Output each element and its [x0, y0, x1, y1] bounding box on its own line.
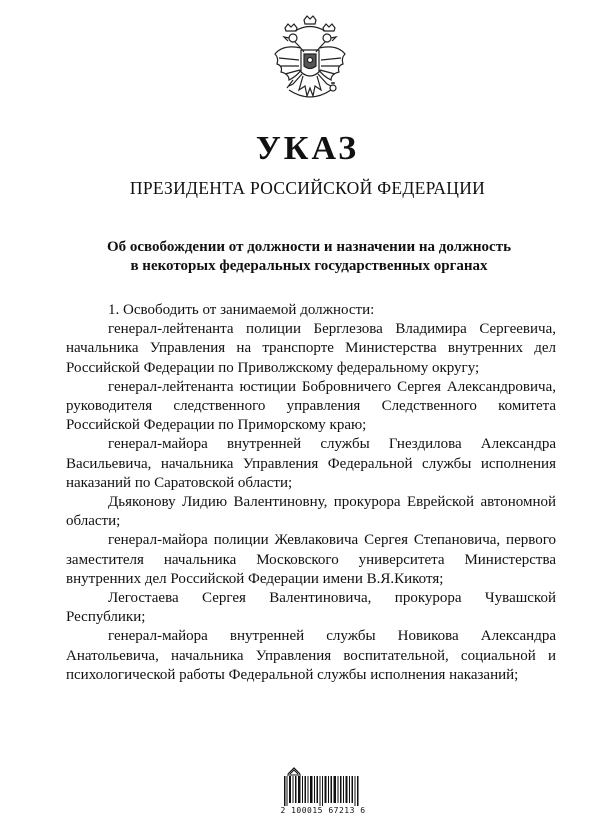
- decree-heading-line-1: Об освобождении от должности и назначении на должность: [106, 239, 512, 255]
- paragraph-novikov: генерал-майора внутренней службы Новикова Александра Анатольевича, начальника Управления воспитательной, социальной и психологической работы Федеральной службы исполнения наказаний;: [66, 628, 556, 683]
- paragraph-berglezov: генерал-лейтенанта полиции Берглезова Владимира Сергеевича, начальника Управления на транспорте Министерства внутренних дел Российской Федерации по Приволжскому федеральному округу;: [66, 321, 556, 376]
- decree-heading: [90, 238, 528, 276]
- paragraph-zhevlakovich: генерал-майора полиции Жевлаковича Сергея Степановича, первого заместителя начальника Московского университета Министерства внутренних дел Российской Федерации имени В.Я.Кикотя;: [66, 532, 556, 587]
- paragraph-item-1: 1. Освободить от занимаемой должности:: [108, 302, 375, 318]
- barcode-number: 2 100015 67213 6: [280, 806, 366, 815]
- document-title: УКАЗ: [255, 130, 360, 167]
- paragraph-gnezdilov: генерал-майора внутренней службы Гнездилова Александра Васильевича, начальника Управления Федеральной службы исполнения наказаний по Саратовской области;: [66, 436, 556, 491]
- barcode-icon: [282, 776, 362, 806]
- decree-heading-line-2: в некоторых федеральных государственных органах: [130, 258, 488, 274]
- paragraph-legostaev: Легостаева Сергея Валентиновича, прокурора Чувашской Республики;: [66, 590, 556, 626]
- document-subtitle: ПРЕЗИДЕНТА РОССИЙСКОЙ ФЕДЕРАЦИИ: [129, 178, 486, 198]
- paragraph-bobrovnichy: генерал-лейтенанта юстиции Бобровничего Сергея Александровича, руководителя следственного управления Следственного комитета Российской Федерации по Приморскому краю;: [66, 378, 556, 434]
- barcode: [280, 766, 366, 816]
- coat-of-arms-icon: [271, 14, 349, 108]
- barcode-mark-icon: [286, 766, 302, 776]
- paragraph-dyakonova: Дьяконову Лидию Валентиновну, прокурора Еврейской автономной области;: [66, 494, 556, 530]
- decree-body: [66, 301, 556, 685]
